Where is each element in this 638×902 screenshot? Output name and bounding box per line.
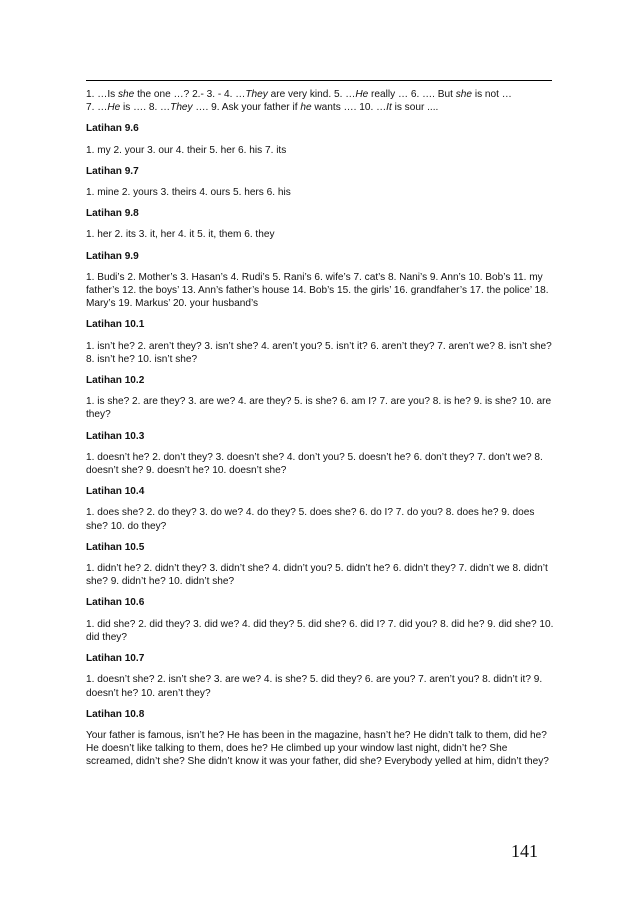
italic-pronoun: They: [245, 89, 268, 100]
answer-text: the one …? 2.- 3. - 4. …: [134, 89, 246, 100]
exercise-section: [86, 165, 556, 199]
section-answers: 1. her 2. its 3. it, her 4. it 5. it, them 6. they: [86, 229, 275, 241]
section-heading: Latihan 9.9: [86, 250, 139, 262]
exercise-section: [86, 122, 556, 156]
answer-text: are very kind. 5. …: [267, 89, 356, 100]
answer-text: is not …: [472, 89, 512, 100]
section-answers: 1. did she? 2. did they? 3. did we? 4. did they? 5. did she? 6. did I? 7. did you? 8. did he? 9. did she? 10. did they?: [86, 618, 554, 643]
section-answers: 1. is she? 2. are they? 3. are we? 4. are they? 5. is she? 6. am I? 7. are you? 8. is he? 9. is she? 10. are they?: [86, 396, 552, 421]
section-heading: Latihan 9.7: [86, 165, 139, 177]
answer-key-content: [86, 88, 556, 777]
section-answers: 1. my 2. your 3. our 4. their 5. her 6. his 7. its: [86, 144, 287, 156]
section-heading: Latihan 9.8: [86, 208, 139, 220]
section-answers: 1. didn’t he? 2. didn’t they? 3. didn’t she? 4. didn’t you? 5. didn’t he? 6. didn’t they? 7. didn’t we 8. didn’t she? 9. didn’t he? 10. didn’t she?: [86, 563, 548, 588]
top-divider: [86, 80, 552, 81]
exercise-section: [86, 318, 556, 366]
exercise-section: [86, 485, 556, 533]
answer-text: …. 9. Ask your father if: [192, 102, 301, 114]
italic-pronoun: she: [455, 89, 473, 100]
answer-text: 7. …: [86, 102, 108, 114]
section-heading: Latihan 10.7: [86, 653, 145, 665]
italic-pronoun: They: [170, 102, 193, 114]
intro-line-1: [86, 89, 512, 100]
intro-answers: [86, 88, 556, 114]
exercise-section: [86, 207, 556, 241]
section-heading: Latihan 10.6: [86, 597, 145, 609]
italic-pronoun: he: [300, 102, 312, 114]
section-answers: 1. isn’t he? 2. aren’t they? 3. isn’t she? 4. aren’t you? 5. isn’t it? 6. aren’t they? 7. aren’t we? 8. isn’t she? 8. isn’t he? 10. isn’t she?: [86, 340, 552, 365]
exercise-section: [86, 250, 556, 311]
page-number: 141: [511, 841, 538, 861]
section-heading: Latihan 9.6: [86, 123, 139, 135]
answer-text: really … 6. …. But: [368, 89, 456, 100]
italic-pronoun: He: [107, 102, 121, 114]
section-heading: Latihan 10.3: [86, 430, 145, 442]
section-answers: 1. Budi’s 2. Mother’s 3. Hasan’s 4. Rudi’s 5. Rani’s 6. wife’s 7. cat’s 8. Nani’s 9. Ann’s 10. Bob’s 11. my father’s 12. the boys’ 13. Ann’s father’s house 14. Bob’s 15. the girls’ 16. grandfaher’s 17. the police’ 18. Mary’s 19. Markus’ 20. your husband’s: [86, 271, 549, 310]
exercise-section: [86, 708, 556, 769]
section-answers: 1. mine 2. yours 3. theirs 4. ours 5. hers 6. his: [86, 187, 291, 199]
section-heading: Latihan 10.1: [86, 319, 145, 331]
section-answers: Your father is famous, isn’t he? He has been in the magazine, hasn’t he? He didn’t talk to them, did he? He doesn’t like talking to them, does he? He climbed up your window last night, didn’t he? She screamed, didn’t she? She didn’t know it was your father, did she? Everybody yelled at him, didn’t they?: [86, 729, 549, 768]
exercise-section: [86, 652, 556, 700]
exercise-sections: [86, 122, 556, 768]
section-heading: Latihan 10.2: [86, 375, 145, 387]
answer-text: is …. 8. …: [120, 102, 171, 114]
section-answers: 1. does she? 2. do they? 3. do we? 4. do they? 5. does she? 6. do I? 7. do you? 8. does he? 9. does she? 10. do they?: [86, 507, 535, 532]
answer-text: is sour ....: [391, 102, 439, 114]
exercise-section: [86, 541, 556, 589]
italic-pronoun: It: [386, 102, 392, 114]
section-answers: 1. doesn’t she? 2. isn’t she? 3. are we? 4. is she? 5. did they? 6. are you? 7. aren’t you? 8. didn’t it? 9. doesn’t he? 10. aren’t they?: [86, 674, 543, 699]
section-answers: 1. doesn’t he? 2. don’t they? 3. doesn’t she? 4. don’t you? 5. doesn’t he? 6. don’t they? 7. don’t we? 8. doesn’t she? 9. doesn’t he? 10. doesn’t she?: [86, 451, 543, 477]
exercise-section: [86, 374, 556, 422]
answer-text: 1. …Is: [86, 89, 118, 100]
section-heading: Latihan 10.5: [86, 541, 145, 553]
exercise-section: [86, 430, 556, 478]
answer-text: wants …. 10. …: [311, 102, 387, 114]
italic-pronoun: she: [117, 89, 135, 100]
section-heading: Latihan 10.8: [86, 708, 145, 720]
intro-line-2: [86, 102, 438, 113]
exercise-section: [86, 596, 556, 644]
section-heading: Latihan 10.4: [86, 486, 145, 498]
italic-pronoun: He: [355, 89, 369, 100]
